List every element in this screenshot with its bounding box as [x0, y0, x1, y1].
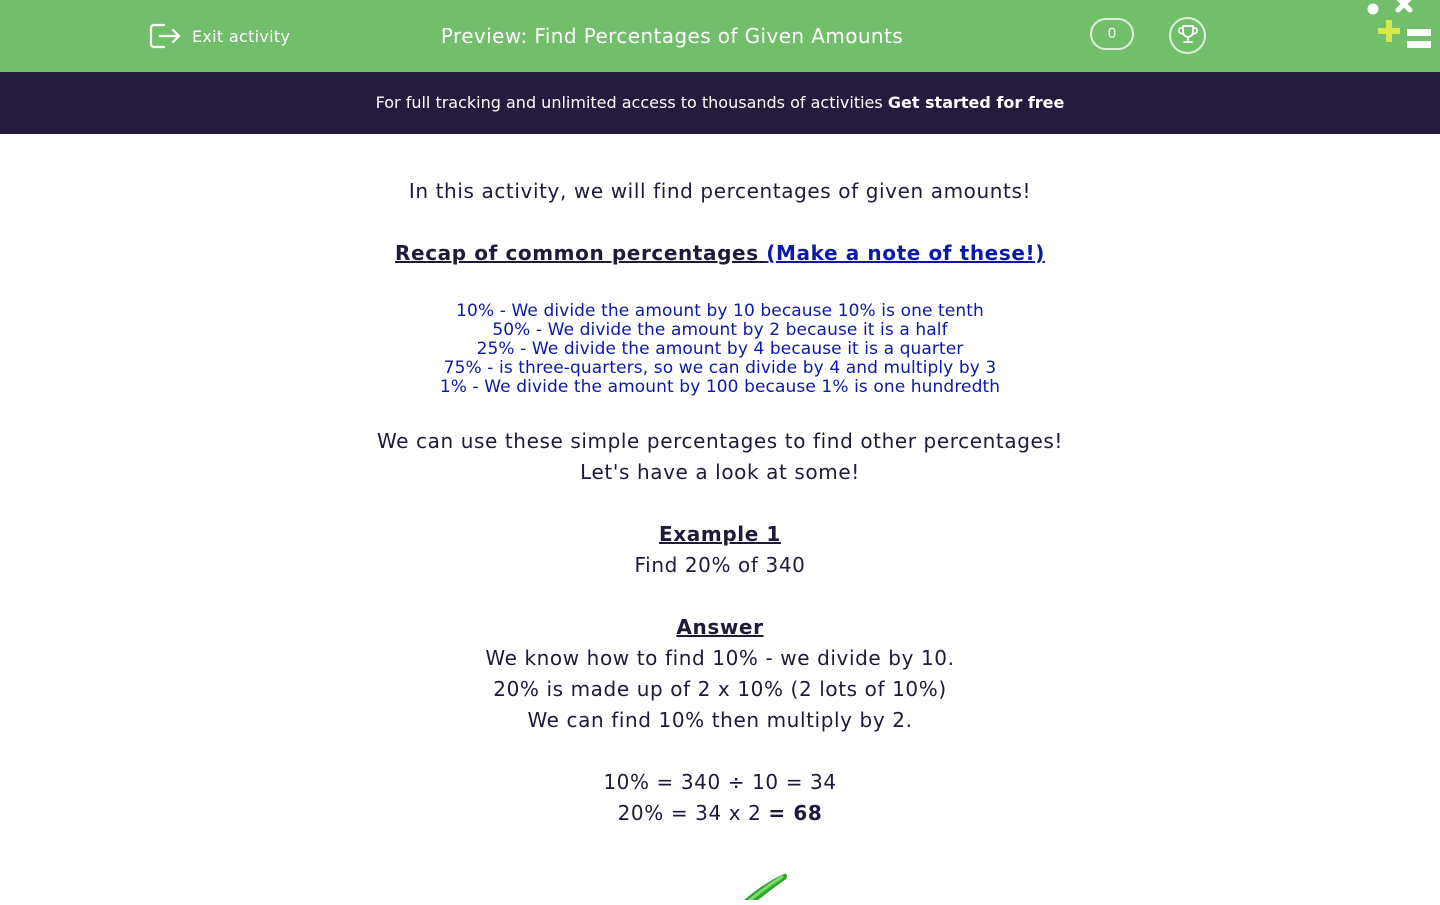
activity-content: [0, 134, 1440, 900]
recap-line: 10% - We divide the amount by 10 because 10% is one tenth: [456, 301, 984, 321]
explanation-line: Let's have a look at some!: [580, 460, 860, 484]
page-title: Preview: Find Percentages of Given Amounts: [440, 24, 904, 48]
question-counter: 0: [1090, 18, 1134, 50]
calculation-text: 20% = 34 x 2: [617, 801, 769, 825]
recap-note: (Make a note of these!): [766, 241, 1045, 265]
example-question: Find 20% of 340: [634, 553, 806, 577]
recap-heading: [0, 241, 1440, 265]
example-heading: [0, 522, 1440, 546]
recap-line: 75% - is three-quarters, so we can divide by 4 and multiply by 3: [443, 358, 997, 378]
exit-label: Exit activity: [192, 26, 291, 46]
calculation-line: [0, 801, 1440, 825]
top-bar: [0, 0, 1440, 72]
answer-line: We know how to find 10% - we divide by 10.: [485, 646, 955, 670]
brand-logo-icon: [1362, 0, 1440, 60]
example-heading-text: Example 1: [659, 522, 781, 546]
get-started-link[interactable]: Get started for free: [887, 93, 1065, 112]
calculation-result: = 68: [768, 801, 823, 825]
trophy-icon: [1177, 23, 1199, 49]
promo-banner: [0, 72, 1440, 134]
trophy-button[interactable]: [1169, 17, 1206, 54]
recap-line: 1% - We divide the amount by 100 because 1% is one hundredth: [439, 377, 1001, 397]
checkmark-icon: [740, 872, 790, 905]
answer-line: We can find 10% then multiply by 2.: [527, 708, 913, 732]
intro-text: In this activity, we will find percentages of given amounts!: [408, 179, 1032, 203]
calculation-line: 10% = 340 ÷ 10 = 34: [603, 770, 837, 794]
exit-activity-button[interactable]: [148, 20, 290, 52]
answer-heading-text: Answer: [676, 615, 764, 639]
recap-line: 25% - We divide the amount by 4 because it is a quarter: [476, 339, 964, 359]
recap-line: 50% - We divide the amount by 2 because it is a half: [492, 320, 948, 340]
recap-heading-text: Recap of common percentages: [395, 241, 759, 265]
explanation-line: We can use these simple percentages to find other percentages!: [376, 429, 1064, 453]
exit-icon: [148, 22, 182, 50]
banner-text: For full tracking and unlimited access to thousands of activities: [375, 93, 888, 112]
answer-line: 20% is made up of 2 x 10% (2 lots of 10%): [493, 677, 947, 701]
answer-heading: [0, 615, 1440, 639]
